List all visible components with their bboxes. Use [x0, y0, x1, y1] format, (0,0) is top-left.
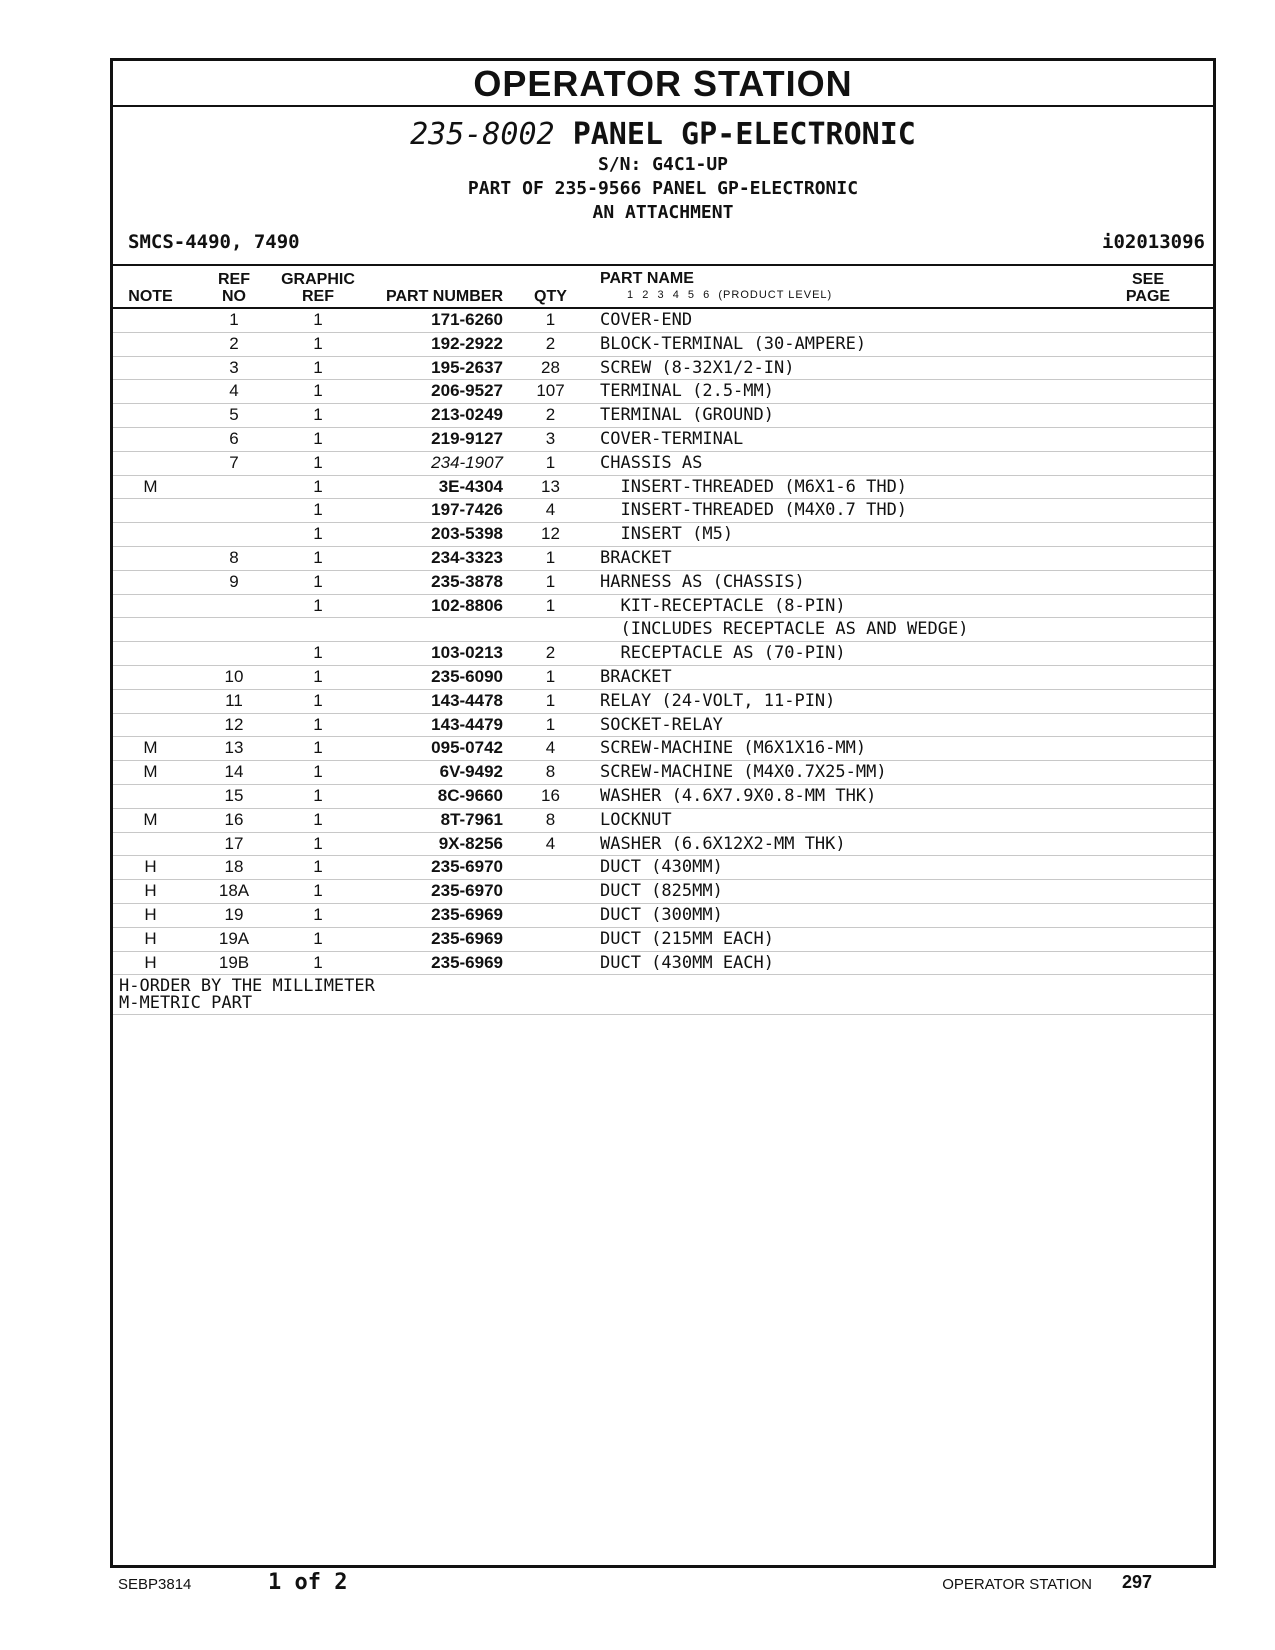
- ref-no-cell: 11: [225, 690, 243, 710]
- page-number: 297: [1121, 1572, 1152, 1592]
- table-row: [113, 404, 1213, 428]
- part-number-cell: 171-6260: [431, 310, 503, 329]
- table-row: [113, 380, 1213, 404]
- note-cell: H: [144, 928, 157, 948]
- table-row: [113, 856, 1213, 880]
- part-number-cell: 235-6969: [431, 904, 503, 924]
- part-name-cell: INSERT (M5): [600, 524, 734, 545]
- part-name-cell: HARNESS AS (CHASSIS): [600, 571, 805, 592]
- header-top-rule: [113, 264, 1213, 266]
- graphic-ref-cell: 1: [313, 666, 323, 686]
- graphic-ref-cell: 1: [313, 881, 323, 901]
- part-name-cell: KIT-RECEPTACLE (8-PIN): [600, 595, 846, 616]
- part-name-cell: TERMINAL (GROUND): [600, 405, 774, 426]
- ref-no-cell: 2: [229, 333, 239, 353]
- part-name-cell: DUCT (215MM EACH): [600, 928, 774, 949]
- graphic-ref-cell: 1: [313, 405, 323, 425]
- part-number-cell: 219-9127: [431, 428, 503, 448]
- ref-no-cell: 12: [224, 714, 244, 734]
- qty-cell: 1: [545, 571, 556, 591]
- note-cell: H: [144, 952, 157, 972]
- table-row: [113, 690, 1213, 714]
- part-name-cell: TERMINAL (2.5-MM): [600, 381, 774, 402]
- graphic-ref-cell: 1: [313, 690, 323, 710]
- ref-no-cell: 13: [224, 738, 244, 758]
- ref-no-cell: 3: [229, 357, 239, 377]
- part-name-cell: SCREW (8-32X1/2-IN): [600, 357, 795, 378]
- part-name-cell: RELAY (24-VOLT, 11-PIN): [600, 690, 836, 711]
- table-row: [113, 333, 1213, 357]
- ref-no-cell: 8: [229, 547, 239, 567]
- part-name-cell: DUCT (430MM): [600, 857, 723, 878]
- ref-no-cell: 17: [224, 833, 244, 853]
- qty-cell: 4: [545, 738, 556, 758]
- qty-cell: 2: [545, 405, 556, 425]
- table-row: [113, 476, 1213, 500]
- part-name-cell: (INCLUDES RECEPTACLE AS AND WEDGE): [600, 619, 969, 640]
- part-name-cell: DUCT (430MM EACH): [600, 952, 774, 973]
- illustration-id: i02013096: [1102, 231, 1205, 253]
- qty-cell: 107: [536, 381, 565, 401]
- table-row: [113, 595, 1213, 619]
- part-number-cell: 8T-7961: [440, 809, 503, 829]
- graphic-ref-cell: 1: [313, 785, 323, 805]
- col-header-note: NOTE: [128, 288, 173, 305]
- qty-cell: 1: [545, 452, 556, 472]
- table-row: [113, 357, 1213, 381]
- graphic-ref-cell: 1: [313, 738, 323, 758]
- group-number: 235-8002: [410, 117, 555, 152]
- part-number-cell: 9X-8256: [438, 833, 503, 853]
- graphic-ref-cell: 1: [313, 500, 323, 520]
- ref-no-cell: 19A: [218, 928, 250, 948]
- graphic-ref-cell: 1: [313, 524, 323, 544]
- table-row: [113, 571, 1213, 595]
- ref-no-cell: 14: [224, 762, 244, 782]
- note-cell: M: [143, 476, 158, 496]
- part-number-cell: 234-3323: [431, 547, 503, 567]
- note-cell: M: [143, 809, 158, 829]
- col-header-qty: QTY: [534, 288, 567, 305]
- ref-no-cell: 16: [224, 809, 244, 829]
- part-number-cell: 213-0249: [431, 405, 503, 425]
- table-row: [113, 880, 1213, 904]
- part-name-cell: COVER-END: [600, 310, 693, 330]
- graphic-ref-cell: 1: [313, 333, 323, 353]
- note-cell: M: [143, 762, 158, 782]
- ref-no-cell: 1: [229, 310, 239, 329]
- qty-cell: 12: [541, 524, 560, 544]
- part-number-cell: 143-4479: [431, 714, 503, 734]
- part-name-cell: INSERT-THREADED (M4X0.7 THD): [600, 500, 908, 521]
- serial-number: S/N: G4C1-UP: [597, 154, 729, 175]
- part-name-cell: SOCKET-RELAY: [600, 714, 723, 735]
- graphic-ref-cell: 1: [313, 643, 323, 663]
- part-name-cell: CHASSIS AS: [600, 452, 703, 473]
- graphic-ref-cell: 1: [313, 904, 323, 924]
- ref-no-cell: 18: [224, 857, 244, 877]
- part-number-cell: 6V-9492: [439, 762, 503, 782]
- attachment-line: AN ATTACHMENT: [592, 202, 734, 223]
- group-title: [113, 115, 1213, 155]
- ref-no-cell: 15: [224, 785, 244, 805]
- part-number-cell: 143-4478: [431, 690, 503, 710]
- table-row: [113, 499, 1213, 523]
- ref-no-cell: 10: [224, 666, 244, 686]
- table-row: [113, 785, 1213, 809]
- part-name-cell: DUCT (825MM): [600, 881, 723, 902]
- part-number-cell: 235-6969: [431, 952, 503, 972]
- note-cell: H: [144, 857, 157, 877]
- ref-no-cell: 9: [229, 571, 239, 591]
- part-name-cell: COVER-TERMINAL: [600, 428, 744, 449]
- table-row: [113, 309, 1213, 333]
- doc-id: SEBP3814: [118, 1576, 192, 1593]
- qty-cell: 16: [541, 785, 560, 805]
- table-row: [113, 714, 1213, 738]
- ref-no-cell: 5: [229, 405, 239, 425]
- part-number-cell: 3E-4304: [438, 476, 503, 496]
- footer-section: OPERATOR STATION: [942, 1576, 1092, 1593]
- qty-cell: 1: [545, 310, 556, 329]
- part-number-cell: 235-6969: [431, 928, 503, 948]
- part-of-line: PART OF 235-9566 PANEL GP-ELECTRONIC: [467, 178, 859, 199]
- part-number-cell: 234-1907: [431, 452, 503, 472]
- part-number-cell: 8C-9660: [437, 785, 503, 805]
- table-row: [113, 761, 1213, 785]
- part-number-cell: 103-0213: [431, 643, 503, 663]
- col-header-graphic-ref: GRAPHIC REF: [281, 271, 355, 305]
- col-header-see-page: SEE PAGE: [1125, 271, 1171, 305]
- part-number-cell: 235-6090: [431, 666, 503, 686]
- part-name-cell: WASHER (4.6X7.9X0.8-MM THK): [600, 785, 877, 806]
- part-name-cell: BRACKET: [600, 666, 672, 687]
- ref-no-cell: 7: [229, 452, 239, 472]
- graphic-ref-cell: 1: [313, 928, 323, 948]
- qty-cell: 8: [545, 762, 556, 782]
- ref-no-cell: 19: [224, 904, 244, 924]
- note-line: M-METRIC PART: [119, 993, 253, 1014]
- part-name-cell: SCREW-MACHINE (M6X1X16-MM): [600, 738, 867, 759]
- table-row: [113, 452, 1213, 476]
- note-line: H-ORDER BY THE MILLIMETER: [119, 976, 375, 997]
- table-row: [113, 642, 1213, 666]
- part-name-cell: BLOCK-TERMINAL (30-AMPERE): [600, 333, 867, 354]
- table-row: [113, 666, 1213, 690]
- graphic-ref-cell: 1: [313, 310, 323, 329]
- graphic-ref-cell: 1: [313, 952, 323, 972]
- qty-cell: 4: [545, 500, 556, 520]
- qty-cell: 8: [545, 809, 556, 829]
- part-number-cell: 235-6970: [431, 857, 503, 877]
- section-title: OPERATOR STATION: [113, 61, 1213, 107]
- part-number-cell: 203-5398: [431, 524, 503, 544]
- graphic-ref-cell: 1: [313, 357, 323, 377]
- part-number-cell: 206-9527: [431, 381, 503, 401]
- qty-cell: 1: [545, 714, 556, 734]
- graphic-ref-cell: 1: [313, 833, 323, 853]
- part-name-cell: RECEPTACLE AS (70-PIN): [600, 643, 846, 664]
- note-cell: H: [144, 904, 157, 924]
- col-header-part-name: PART NAME: [600, 270, 694, 287]
- table-row: [113, 904, 1213, 928]
- graphic-ref-cell: 1: [313, 571, 323, 591]
- part-number-cell: 197-7426: [431, 500, 503, 520]
- ref-no-cell: 18A: [218, 881, 250, 901]
- part-name-cell: DUCT (300MM): [600, 904, 723, 925]
- qty-cell: 2: [545, 643, 556, 663]
- ref-no-cell: 4: [229, 381, 239, 401]
- table-row: [113, 952, 1213, 976]
- note-cell: H: [144, 881, 157, 901]
- part-number-cell: 195-2637: [431, 357, 503, 377]
- ref-no-cell: 19B: [218, 952, 250, 972]
- graphic-ref-cell: 1: [313, 428, 323, 448]
- page-of: 1 of 2: [268, 1570, 348, 1595]
- part-number-cell: 235-6970: [431, 881, 503, 901]
- part-name-cell: WASHER (6.6X12X2-MM THK): [600, 833, 846, 854]
- part-name-cell: SCREW-MACHINE (M4X0.7X25-MM): [600, 762, 887, 783]
- table-row: [113, 737, 1213, 761]
- qty-cell: 4: [545, 833, 556, 853]
- part-number-cell: 235-3878: [431, 571, 503, 591]
- product-levels: 1 2 3 4 5 6 (PRODUCT LEVEL): [627, 289, 833, 301]
- part-name-cell: INSERT-THREADED (M6X1-6 THD): [600, 476, 908, 497]
- qty-cell: 1: [545, 690, 556, 710]
- table-row: [113, 928, 1213, 952]
- parts-table: [113, 309, 1213, 1015]
- graphic-ref-cell: 1: [313, 809, 323, 829]
- graphic-ref-cell: 1: [313, 547, 323, 567]
- parts-sheet: [110, 58, 1216, 1568]
- graphic-ref-cell: 1: [313, 595, 323, 615]
- part-number-cell: 095-0742: [431, 738, 503, 758]
- graphic-ref-cell: 1: [313, 476, 323, 496]
- part-name-cell: BRACKET: [600, 547, 672, 568]
- qty-cell: 28: [541, 357, 560, 377]
- qty-cell: 13: [541, 476, 560, 496]
- notes-block: [113, 975, 1213, 1015]
- qty-cell: 3: [545, 428, 556, 448]
- graphic-ref-cell: 1: [313, 762, 323, 782]
- graphic-ref-cell: 1: [313, 714, 323, 734]
- table-row: [113, 547, 1213, 571]
- qty-cell: 1: [545, 547, 556, 567]
- part-number-cell: 102-8806: [431, 595, 503, 615]
- group-name: PANEL GP-ELECTRONIC: [572, 117, 916, 152]
- table-row: [113, 428, 1213, 452]
- table-row: [113, 809, 1213, 833]
- qty-cell: 2: [545, 333, 556, 353]
- graphic-ref-cell: 1: [313, 857, 323, 877]
- col-header-ref-no: REF NO: [218, 271, 250, 305]
- graphic-ref-cell: 1: [313, 381, 323, 401]
- col-header-part-number: PART NUMBER: [385, 288, 503, 305]
- ref-no-cell: 6: [229, 428, 239, 448]
- table-row: [113, 833, 1213, 857]
- table-row: [113, 523, 1213, 547]
- smcs-code: SMCS-4490, 7490: [128, 231, 300, 253]
- part-name-cell: LOCKNUT: [600, 809, 672, 830]
- qty-cell: 1: [545, 595, 556, 615]
- table-row: [113, 618, 1213, 642]
- qty-cell: 1: [545, 666, 556, 686]
- part-number-cell: 192-2922: [431, 333, 503, 353]
- note-cell: M: [143, 738, 158, 758]
- graphic-ref-cell: 1: [313, 452, 323, 472]
